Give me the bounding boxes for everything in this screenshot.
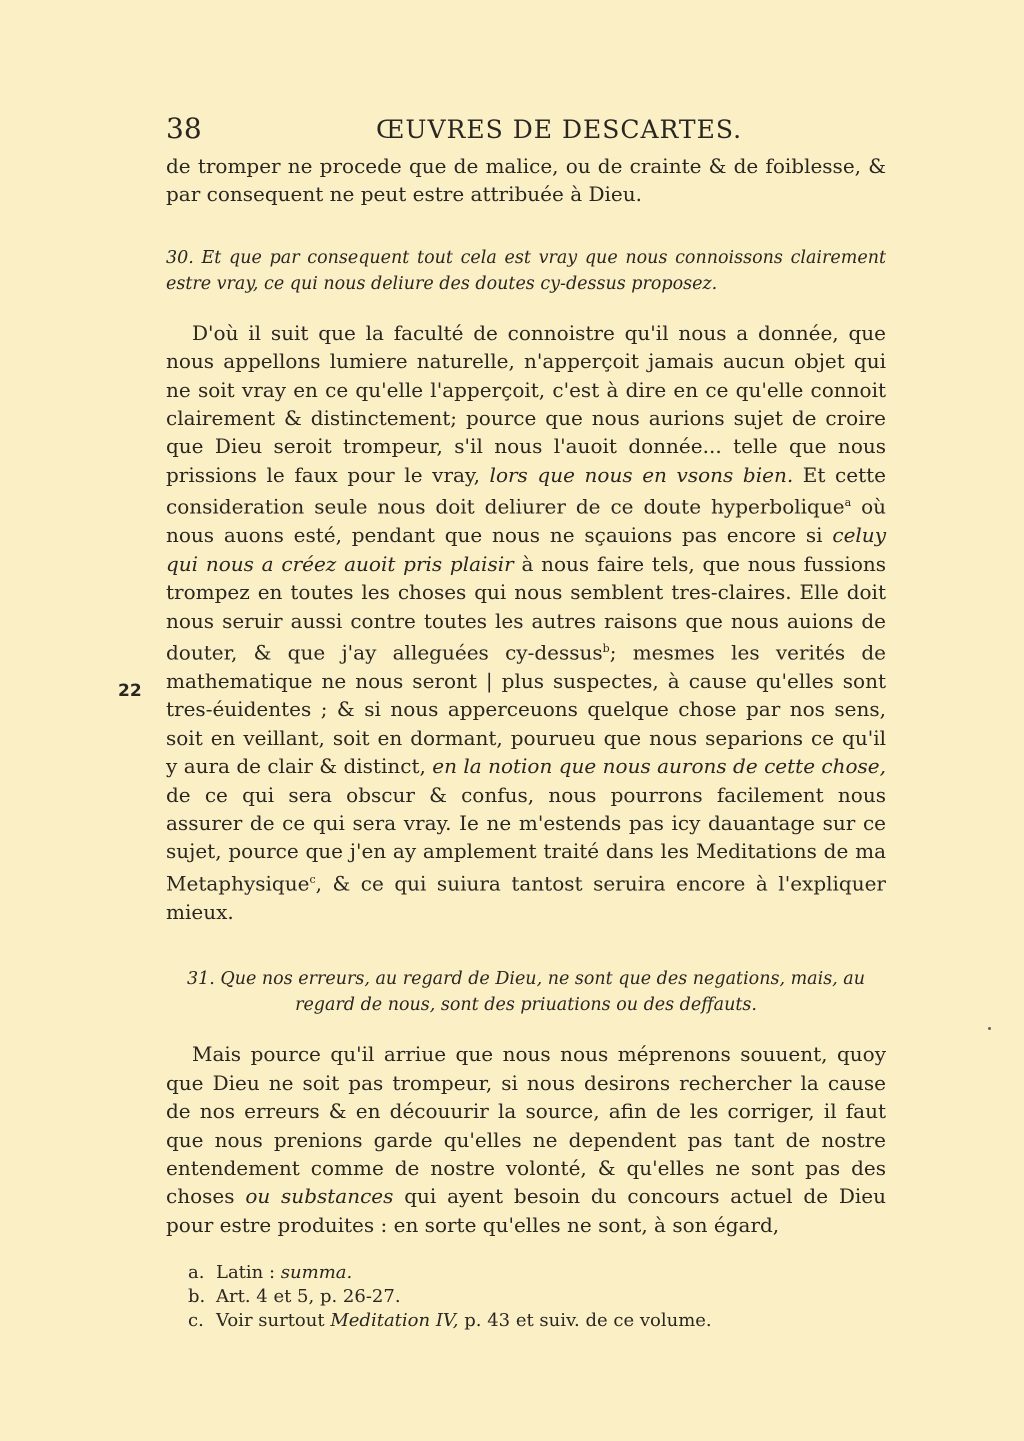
footnote-italic: summa.: [280, 1262, 353, 1284]
footnote-letter: c.: [188, 1310, 204, 1332]
italic-run: ou substances: [245, 1184, 394, 1209]
italic-run: en la notion que nous aurons de cette chose,: [432, 754, 887, 779]
text-run: à nous faire tels, que nous fussions trompez en toutes les choses qui nous semblent tres-claires. Elle doit nous seruir aussi contre toutes les autres raisons que nous auions de douter, & que j'ay alleguées cy-dessus: [166, 551, 886, 665]
footnote-text: Voir surtout: [216, 1310, 325, 1332]
footnote-a: [166, 1261, 886, 1285]
text-run: Mais pource qu'il arriue que nous nous méprenons souuent, quoy que Dieu ne soit pas trompeur, si nous desirons rechercher la cause de nos erreurs & en découurir la source, afin de les corriger, il faut que nous prenions garde qu'elles ne dependent pas tant de nostre entendement comme de nostre volonté, & qu'elles ne sont pas des choses: [166, 1042, 886, 1209]
text-run: de ce qui sera obscur & confus, nous pourrons facilement nous assurer de ce qui sera vray. Ie ne m'estends pas icy dauantage sur ce sujet, pource que j'en ay amplement traité dans les Meditations de ma Metaphysique: [166, 782, 886, 896]
footnote-c: [166, 1309, 886, 1333]
text-run: ; mesmes les verités de mathematique ne nous seront | plus suspectes, à cause qu'elles sont tres-éuidentes ; & si nous apperceuons quelque chose par nos sens, soit en veillant, soit en dormant, pourueu que nous separions ce qu'il y aura de clair & distinct,: [166, 640, 886, 779]
footnote-text: p. 43 et suiv. de ce volume.: [464, 1310, 712, 1332]
footnote-ref-b[interactable]: b: [602, 641, 610, 655]
text-run: où nous auons esté, pendant que nous ne sçauions pas encore si: [166, 494, 887, 548]
footnote-b: [166, 1285, 886, 1309]
page-number: 38: [166, 112, 202, 145]
margin-line-number: 22: [118, 681, 142, 701]
footnote-letter: a.: [188, 1262, 205, 1284]
text-run: , & ce qui suiura tantost seruira encore à l'expliquer mieux.: [166, 871, 886, 924]
footnote-text: Latin :: [216, 1262, 276, 1284]
article-30-paragraph: [166, 319, 886, 927]
text-run: qui ayent besoin du concours actuel de Dieu pour estre produites : en sorte qu'elles ne sont, à son égard,: [166, 1184, 886, 1237]
page-header: [166, 112, 886, 152]
footnote-text: Art. 4 et 5, p. 26-27.: [216, 1286, 401, 1308]
footnote-ref-c[interactable]: c: [309, 872, 316, 886]
italic-run: lors que nous en vsons bien.: [489, 462, 794, 487]
article-31-heading: 31. Que nos erreurs, au regard de Dieu, ne sont que des negations, mais, au regard de nous, sont des priuations ou des deffauts.: [186, 969, 866, 1016]
italic-run: celuy qui nous a créez auoit pris plaisir: [166, 523, 886, 576]
page: [166, 112, 886, 1333]
text-run: Et cette consideration seule nous doit deliurer de ce doute hyperbolique: [166, 462, 886, 519]
footnote-ref-a[interactable]: a: [844, 496, 852, 510]
intro-paragraph: de tromper ne procede que de malice, ou de crainte & de foiblesse, & par consequent ne peut estre attribuée à Dieu.: [166, 154, 886, 207]
article-30-heading: 30. Et que par consequent tout cela est vray que nous connoissons clairement estre vray, ce qui nous deliure des doutes cy-dessus proposez.: [166, 247, 886, 294]
footnote-italic: Meditation IV,: [330, 1310, 459, 1332]
article-31-paragraph: [166, 1040, 886, 1239]
paper-speck: [988, 1027, 991, 1030]
footnotes: [166, 1261, 886, 1333]
text-run: D'où il suit que la faculté de connoistre qu'il nous a donnée, que nous appellons lumiere naturelle, n'apperçoit jamais aucun objet qui ne soit vray en ce qu'elle l'apperçoit, c'est à dire en ce qu'elle connoit clairement & distinctement; pource que nous aurions sujet de croire que Dieu seroit trompeur, s'il nous l'auoit donnée... telle que nous prissions le faux pour le vray,: [166, 320, 886, 487]
footnote-letter: b.: [188, 1286, 206, 1308]
running-title: ŒUVRES DE DESCARTES.: [376, 115, 743, 144]
